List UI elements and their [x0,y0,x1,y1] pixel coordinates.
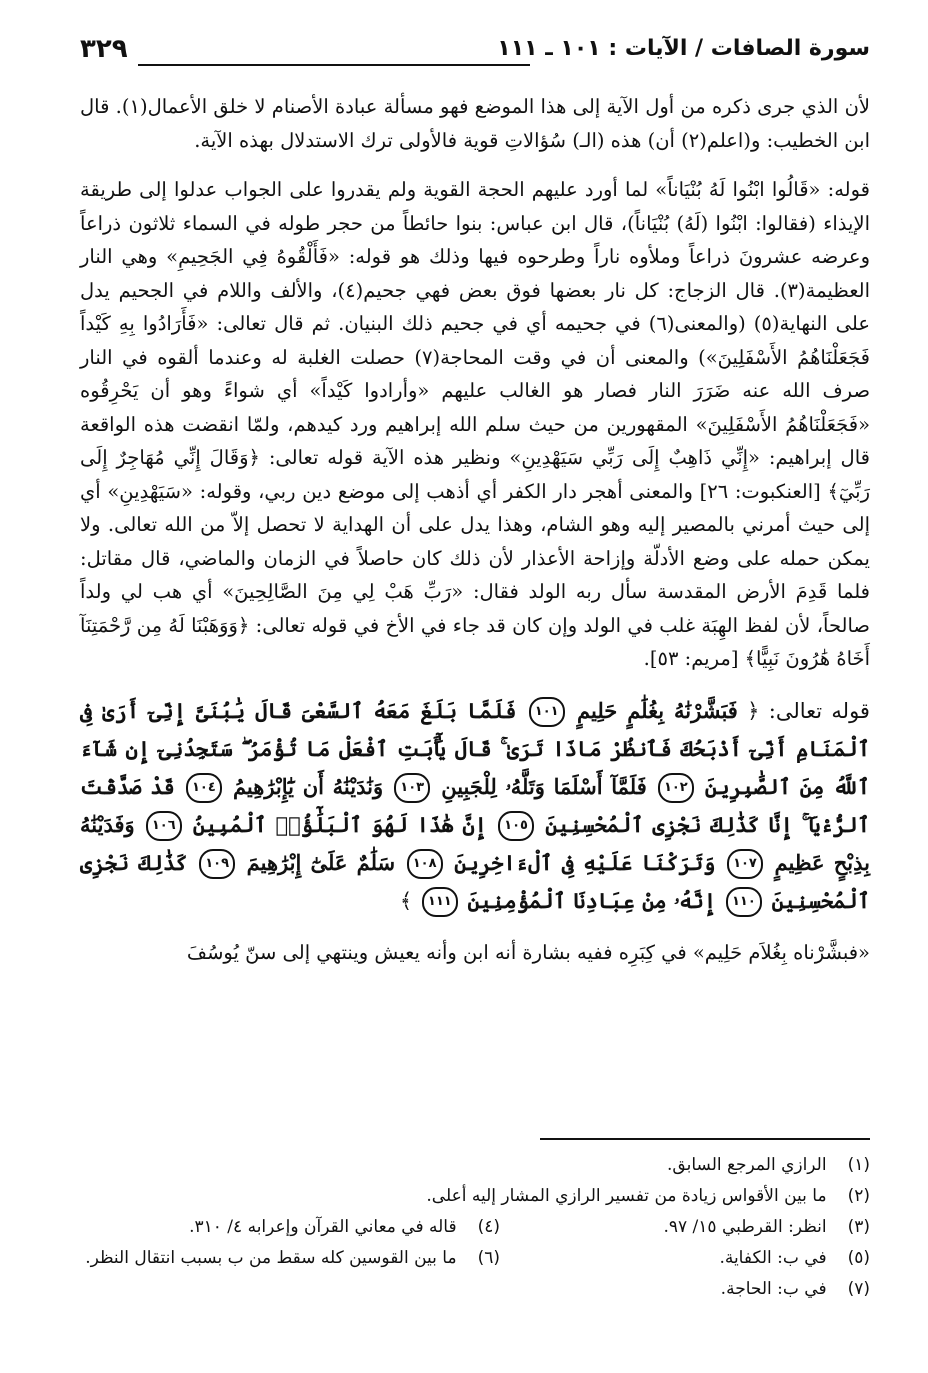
footnote [80,1150,870,1181]
page-header [80,36,870,72]
ayah-number-marker: ١١٠ [726,887,762,917]
footnote-number: (٥) [847,1248,870,1268]
footnotes [80,1150,870,1305]
quran-intro: قوله تعالى: ﴿ [747,698,870,723]
footnote-number: (٧) [847,1279,870,1299]
page-body [80,90,870,985]
verse-text: وَنَٰدَيْنَٰهُ أَن يَٰٓإِبْرَٰهِيمُ [232,773,384,799]
footnote-number: (٤) [477,1217,500,1237]
footnote-number: (١) [847,1155,870,1175]
quran-close: ﴾ [399,888,413,913]
page-number: ٣٢٩ [80,34,128,64]
verse-text: قَدْ صَدَّقْتَ ٱلرُّءْيَآ ۚ إِنَّا كَذَٰلِكَ نَجْزِى ٱلْمُحْسِنِينَ [80,773,870,837]
verse-text: سَلَٰمٌ عَلَىٰٓ إِبْرَٰهِيمَ [246,849,396,875]
ayah-number-marker: ١٠٥ [498,811,534,841]
ayah-number-marker: ١٠١ [529,697,565,727]
ayah-number-marker: ١٠٨ [407,849,443,879]
ayah-number-marker: ١٠٦ [146,811,182,841]
verse-text: وَتَرَكْنَا عَلَيْهِ فِى ٱلْءَاخِرِينَ [454,849,716,875]
footnote [500,1212,870,1243]
verse-text: كَذَٰلِكَ نَجْزِى ٱلْمُحْسِنِينَ [80,849,870,913]
ayah-number-marker: ١٠٤ [186,773,222,803]
footnote-row [80,1243,870,1274]
footnote-number: (٢) [847,1186,870,1206]
footnote-text: قاله في معاني القرآن وإعرابه ٤/ ٣١٠. [189,1217,457,1237]
footnote-text: ما بين الأقواس زيادة من تفسير الرازي المشار إليه أعلى. [426,1186,827,1206]
verse-text: إِنَّهُۥ مِنْ عِبَادِنَا ٱلْمُؤْمِنِينَ [467,887,717,913]
footnote [80,1274,870,1305]
footnote [85,1243,500,1274]
header-rule [138,64,530,66]
footnote-text: في ب: الحاجة. [720,1279,827,1299]
ayah-number-marker: ١٠٩ [199,849,235,879]
ayah-number-marker: ١١١ [422,887,458,917]
ayah-number-marker: ١٠٢ [658,773,694,803]
verse-text: فَلَمَّا بَلَغَ مَعَهُ ٱلسَّعْىَ قَالَ يَٰبُنَىَّ إِنِّىٓ أَرَىٰ فِى ٱلْمَنَامِ أَنِّىٓ أَذْبَحُكَ فَٱنظُرْ مَاذَا تَرَىٰ ۚ قَالَ يَٰٓأَبَتِ ٱفْعَلْ مَا تُؤْمَرُ ۖ سَتَجِدُنِىٓ إِن شَآءَ ٱللَّهُ مِنَ ٱلصَّٰبِرِينَ [80,697,870,799]
paragraph-1: لأن الذي جرى ذكره من أول الآية إلى هذا الموضع فهو مسألة عبادة الأصنام لا خلق الأعمال(١). قال ابن الخطيب: و(اعلم(٢) أن) هذه (الـ) سُؤالاتِ قوية فالأولى ترك الاستدلال بهذه الآية. [80,95,871,152]
footnote-text: ما بين القوسين كله سقط من ب بسبب انتقال النظر. [85,1248,457,1268]
footnote-row [80,1212,870,1243]
footnote-number: (٦) [477,1248,500,1268]
verse-text: فَبَشَّرْنَٰهُ بِغُلَٰمٍ حَلِيمٍ [577,697,738,723]
book-page [80,30,870,1350]
footnote-number: (٣) [847,1217,870,1237]
verse-text: إِنَّ هَٰذَا لَهُوَ ٱلْبَلَٰٓؤُا۟ ٱلْمُبِينُ [192,811,487,837]
footnote-text: الرازي المرجع السابق. [667,1155,827,1175]
quran-verses-block [80,692,870,920]
footnote-text: انظر: القرطبي ١٥/ ٩٧. [663,1217,827,1237]
footnote [189,1212,500,1243]
ayah-number-marker: ١٠٧ [727,849,763,879]
footnote-separator [540,1138,870,1140]
verse-text: وَفَدَيْنَٰهُ بِذِبْحٍ عَظِيمٍ [80,811,870,875]
footnote [80,1181,870,1212]
paragraph-2: قوله: «قَالُوا ابْنُوا لَهُ بُنْيَاناً» لما أورد عليهم الحجة القوية ولم يقدروا على الجواب عدلوا إلى طريقة الإيذاء (فقالوا: ابْنُوا (لَهُ) بُنْيَاناً)، قال ابن عباس: بنوا حائطاً من حجر طوله في السماء ثلاثون ذراعاً وعرضه عشرونَ ذراعاً وملأوه ناراً وطرحوه فيها وذلك هو قوله: «فَأَلْقُوهُ فِي الجَحِيمِ» وهي النار العظيمة(٣). قال الزجاج: كل نار بعضها فوق بعض فهي جحيم(٤)، والألف واللام في الجحيم يدل على النهاية(٥) (والمعنى(٦) في جحيمه أي في جحيم ذلك البنيان. ثم قال تعالى: «فَأَرَادُوا بِهِ كَيْداً فَجَعَلْنَاهُمُ الأَسْفَلِينَ») والمعنى أن في وقت المحاجة(٧) حصلت الغلبة له وعندما ألقوه في النار صرف الله عنه ضَرَرَ النار فصار هو الغالب عليهم «وأرادوا كَيْداً» أي شواءً وهو أن يَحْرِقُوه «فَجَعَلْنَاهُمُ الأَسْفَلِينَ» المقهورين من حيث سلم الله إبراهيم ورد كيدهم، ولمّا انقضت هذه الواقعة قال إبراهيم: «إِنِّي ذَاهِبٌ إِلَى رَبِّي سَيَهْدِينِ» ونظير هذه الآية قوله تعالى: ﴿وَقَالَ إِنِّي مُهَاجِرٌ إِلَى رَبِّيٓ﴾ [العنكبوت: ٢٦] والمعنى أهجر دار الكفر أي أذهب إلى موضع دين ربي، وقوله: «سَيَهْدِينِ» أي إلى حيث أمرني بالمصير إليه وهو الشام، وهذا يدل على أن الهداية لا تحصل إلاّ من الله تعالى. ولا يمكن حمله على وضع الأدلّة وإزاحة الأعذار لأن ذلك كان حاصلاً في الزمان والماضي، قال مقاتل: فلما قَدِمَ الأرض المقدسة سأل ربه الولد فقال: «رَبِّ هَبْ لِي مِنَ الصَّالِحِينَ» أي هب لي ولداً صالحاً، لأن لفظ الهِبَة غلب في الولد وإن كان قد جاء في الأخ في قوله تعالى: ﴿وَوَهَبْنَا لَهُ مِن رَّحْمَتِنَآ أَخَاهُ هَٰرُونَ نَبِيًّا﴾ [مريم: ٥٣]. [80,178,870,670]
ayah-number-marker: ١٠٣ [394,773,430,803]
running-title: سورة الصافات / الآيات : ١٠١ ـ ١١١ [497,36,870,61]
final-paragraph: «فبشَّرْناه بِغُلاَم حَلِيم» في كِبَرِه ففيه بشارة أنه ابن وأنه يعيش وينتهي إلى سنّ يُوسُفَ [186,940,870,964]
footnote-text: في ب: الكفاية. [719,1248,827,1268]
verse-text: فَلَمَّآ أَسْلَمَا وَتَلَّهُۥ لِلْجَبِينِ [441,773,647,799]
footnote [500,1243,870,1274]
